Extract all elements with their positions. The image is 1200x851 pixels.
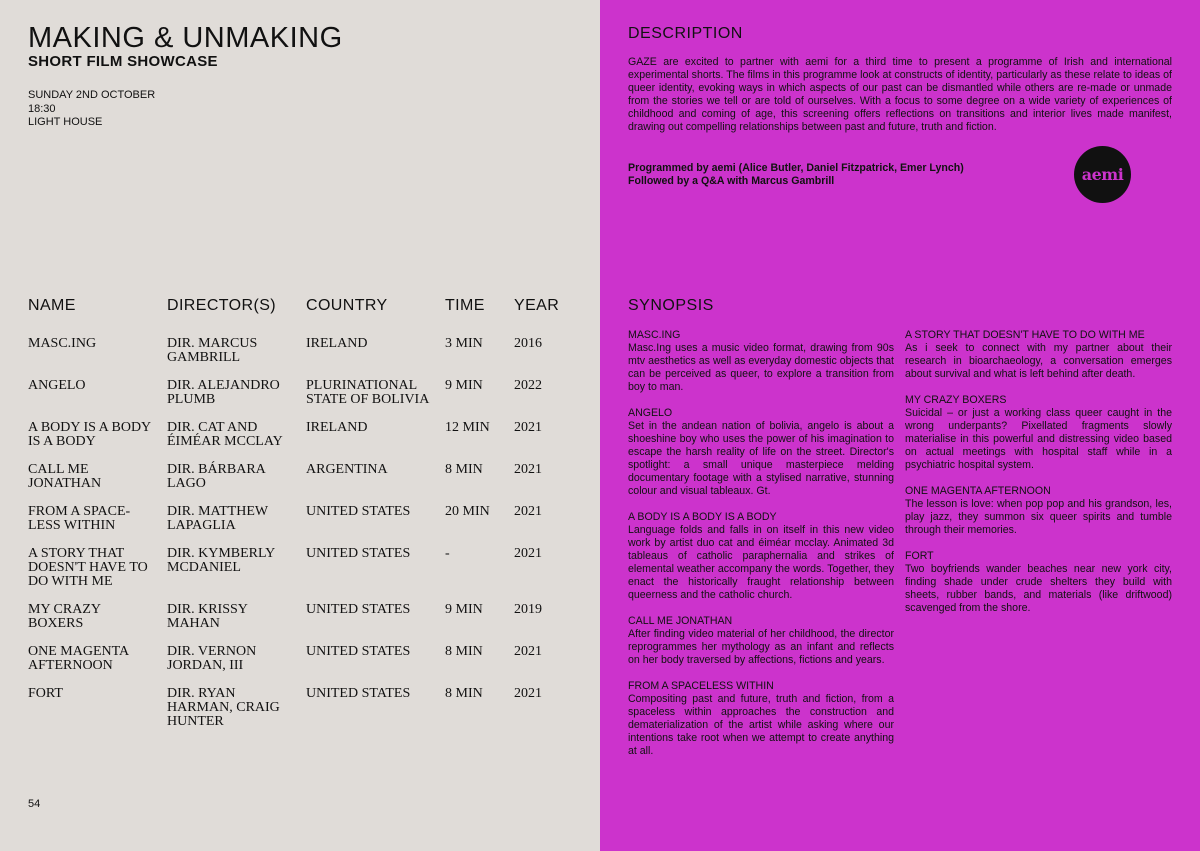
cell-director-line: HARMAN, CRAIG bbox=[167, 700, 280, 715]
cell-director-line: HUNTER bbox=[167, 714, 224, 729]
synopsis-entry bbox=[628, 615, 894, 667]
cell-country-line: UNITED STATES bbox=[306, 602, 411, 617]
cell-director bbox=[167, 337, 306, 379]
programmed-by: Programmed by aemi (Alice Butler, Daniel Fitzpatrick, Emer Lynch) bbox=[628, 162, 964, 174]
cell-name bbox=[28, 421, 167, 463]
synopsis-entry-title: MY CRAZY BOXERS bbox=[905, 394, 1007, 406]
cell-director bbox=[167, 603, 306, 645]
cell-time bbox=[445, 379, 514, 421]
cell-country bbox=[306, 505, 445, 547]
synopsis-entry bbox=[628, 680, 894, 758]
cell-director bbox=[167, 687, 306, 729]
cell-director-line: LAGO bbox=[167, 476, 206, 491]
cell-director-line: DIR. CAT AND bbox=[167, 420, 258, 435]
cell-time bbox=[445, 337, 514, 379]
film-table bbox=[28, 297, 588, 729]
cell-year-line: 2019 bbox=[514, 602, 542, 617]
cell-time bbox=[445, 463, 514, 505]
cell-director-line: ÉIMÉAR MCCLAY bbox=[167, 434, 283, 449]
cell-name-line: DO WITH ME bbox=[28, 574, 113, 589]
cell-year-line: 2022 bbox=[514, 378, 542, 393]
synopsis-entry-text: After finding video material of her childhood, the director reprogrammes her mythology as an infant and reflects on her body traversed by affections, fictions and years. bbox=[628, 628, 894, 666]
event-time: 18:30 bbox=[28, 102, 56, 115]
synopsis-entry-title: CALL ME JONATHAN bbox=[628, 615, 733, 627]
cell-name bbox=[28, 505, 167, 547]
cell-director-line: DIR. RYAN bbox=[167, 686, 236, 701]
cell-country-line: UNITED STATES bbox=[306, 546, 411, 561]
synopsis-entry bbox=[905, 485, 1172, 537]
cell-country-line: UNITED STATES bbox=[306, 644, 411, 659]
cell-year bbox=[514, 505, 584, 547]
description-heading: DESCRIPTION bbox=[628, 25, 743, 42]
synopsis-entry-title: FORT bbox=[905, 550, 934, 562]
synopsis-entry-text: Language folds and falls in on itself in this new video work by artist duo cat and éiméar mcclay. Animated 3d tableaus of catholic paraphernalia and strikes of elemental weather accompany the words. Together, they enact the historically fraught relationship between queerness and the catholic church. bbox=[628, 524, 894, 601]
cell-name-line: A STORY THAT bbox=[28, 546, 125, 561]
cell-name bbox=[28, 463, 167, 505]
cell-year bbox=[514, 463, 584, 505]
aemi-logo-text: aemi bbox=[1081, 165, 1124, 184]
cell-time-line: 9 MIN bbox=[445, 602, 483, 617]
cell-country-line: IRELAND bbox=[306, 420, 368, 435]
page-number: 54 bbox=[28, 798, 41, 810]
cell-country bbox=[306, 463, 445, 505]
cell-year-line: 2021 bbox=[514, 462, 542, 477]
synopsis-entry bbox=[905, 329, 1172, 381]
synopsis-entry-text: Suicidal – or just a working class queer caught in the wrong underpants? Pixellated fragments slowly materialise in this powerful and distressing video based on actual meetings with hospital staff while in a psychiatric hospital system. bbox=[905, 407, 1172, 471]
cell-year-line: 2021 bbox=[514, 686, 542, 701]
cell-time bbox=[445, 603, 514, 645]
cell-name-line: IS A BODY bbox=[28, 434, 96, 449]
cell-director bbox=[167, 379, 306, 421]
cell-time-line: 9 MIN bbox=[445, 378, 483, 393]
cell-time bbox=[445, 687, 514, 729]
table-row bbox=[28, 337, 588, 379]
cell-name-line: ONE MAGENTA bbox=[28, 644, 130, 659]
cell-time-line: 8 MIN bbox=[445, 644, 483, 659]
table-row bbox=[28, 603, 588, 645]
cell-year bbox=[514, 547, 584, 603]
cell-name-line: BOXERS bbox=[28, 616, 84, 631]
cell-country-line: UNITED STATES bbox=[306, 504, 411, 519]
cell-director-line: GAMBRILL bbox=[167, 350, 241, 365]
cell-name bbox=[28, 645, 167, 687]
cell-director-line: DIR. MATTHEW bbox=[167, 504, 269, 519]
cell-name-line: ANGELO bbox=[28, 378, 86, 393]
event-info bbox=[28, 89, 155, 130]
synopsis-entry-text: The lesson is love: when pop pop and his grandson, les, play jazz, they summon six queer spirits and tumble through their memories. bbox=[905, 498, 1172, 536]
cell-director-line: DIR. VERNON bbox=[167, 644, 257, 659]
cell-time bbox=[445, 505, 514, 547]
column-header-year: YEAR bbox=[514, 297, 560, 314]
cell-name bbox=[28, 547, 167, 603]
page-subtitle: SHORT FILM SHOWCASE bbox=[28, 53, 218, 70]
synopsis-entry-title: A STORY THAT DOESN'T HAVE TO DO WITH ME bbox=[905, 329, 1145, 341]
cell-time-line: - bbox=[445, 546, 450, 561]
synopsis-entry-title: ANGELO bbox=[628, 407, 673, 419]
synopsis-entry-text: Set in the andean nation of bolivia, angelo is about a shoeshine boy who uses the power of his imagination to escape the harsh reality of life on the street. Director's spotlight: a small unique masterpiece melding documentary footage with a stylised narrative, stunning colour and visual tableaux. Gt. bbox=[628, 420, 894, 497]
column-header-country: COUNTRY bbox=[306, 297, 388, 314]
table-row bbox=[28, 687, 588, 729]
synopsis-entry-text: As i seek to connect with my partner about their research in bioarchaeology, a conversation emerges about survival and what is left behind after death. bbox=[905, 342, 1172, 380]
cell-name-line: DOESN'T HAVE TO bbox=[28, 560, 148, 575]
aemi-logo bbox=[1074, 146, 1131, 203]
cell-name bbox=[28, 379, 167, 421]
cell-year bbox=[514, 421, 584, 463]
cell-name-line: MASC.ING bbox=[28, 336, 97, 351]
table-row bbox=[28, 547, 588, 603]
followed-by: Followed by a Q&A with Marcus Gambrill bbox=[628, 175, 835, 187]
table-row bbox=[28, 463, 588, 505]
cell-year-line: 2021 bbox=[514, 644, 542, 659]
cell-time-line: 3 MIN bbox=[445, 336, 483, 351]
cell-country-line: STATE OF BOLIVIA bbox=[306, 392, 430, 407]
cell-director-line: LAPAGLIA bbox=[167, 518, 236, 533]
cell-country-line: UNITED STATES bbox=[306, 686, 411, 701]
synopsis-column-2 bbox=[905, 329, 1172, 628]
synopsis-heading: SYNOPSIS bbox=[628, 297, 714, 314]
cell-name-line: MY CRAZY bbox=[28, 602, 101, 617]
cell-year-line: 2021 bbox=[514, 546, 542, 561]
cell-director-line: DIR. ALEJANDRO bbox=[167, 378, 280, 393]
cell-year bbox=[514, 687, 584, 729]
cell-year-line: 2021 bbox=[514, 420, 542, 435]
cell-name-line: FORT bbox=[28, 686, 63, 701]
cell-time bbox=[445, 645, 514, 687]
cell-director-line: JORDAN, III bbox=[167, 658, 244, 673]
cell-time bbox=[445, 421, 514, 463]
cell-director bbox=[167, 547, 306, 603]
cell-year bbox=[514, 379, 584, 421]
cell-time-line: 8 MIN bbox=[445, 686, 483, 701]
cell-country-line: PLURINATIONAL bbox=[306, 378, 418, 393]
cell-director bbox=[167, 463, 306, 505]
cell-name bbox=[28, 337, 167, 379]
synopsis-entry-title: FROM A SPACELESS WITHIN bbox=[628, 680, 774, 692]
cell-name-line: LESS WITHIN bbox=[28, 518, 116, 533]
cell-year-line: 2021 bbox=[514, 504, 542, 519]
cell-year-line: 2016 bbox=[514, 336, 542, 351]
cell-director-line: DIR. KRISSY bbox=[167, 602, 248, 617]
cell-name bbox=[28, 687, 167, 729]
cell-country bbox=[306, 379, 445, 421]
cell-director-line: DIR. BÁRBARA bbox=[167, 462, 266, 477]
cell-name-line: JONATHAN bbox=[28, 476, 102, 491]
cell-director bbox=[167, 421, 306, 463]
cell-director-line: PLUMB bbox=[167, 392, 216, 407]
synopsis-entry bbox=[628, 511, 894, 602]
synopsis-entry-text: Compositing past and future, truth and fiction, from a spaceless within approaches the construction and dematerialization of the artist while asking where our intentions take root when we attempt to create anything at all. bbox=[628, 693, 894, 757]
synopsis-entry bbox=[628, 407, 894, 498]
synopsis-entry bbox=[905, 394, 1172, 472]
synopsis-entry-title: ONE MAGENTA AFTERNOON bbox=[905, 485, 1051, 497]
credits bbox=[628, 162, 1048, 188]
cell-year bbox=[514, 603, 584, 645]
cell-name-line: A BODY IS A BODY bbox=[28, 420, 152, 435]
cell-country bbox=[306, 687, 445, 729]
synopsis-entry-title: MASC.ING bbox=[628, 329, 681, 341]
cell-time bbox=[445, 547, 514, 603]
event-venue: LIGHT HOUSE bbox=[28, 116, 103, 128]
cell-name-line: CALL ME bbox=[28, 462, 89, 477]
cell-country-line: ARGENTINA bbox=[306, 462, 388, 477]
cell-time-line: 20 MIN bbox=[445, 504, 490, 519]
cell-name-line: AFTERNOON bbox=[28, 658, 113, 673]
table-body bbox=[28, 337, 588, 729]
table-row bbox=[28, 505, 588, 547]
cell-time-line: 12 MIN bbox=[445, 420, 490, 435]
synopsis-entry-title: A BODY IS A BODY IS A BODY bbox=[628, 511, 777, 523]
synopsis-entry-text: Two boyfriends wander beaches near new york city, finding shade under crude shelters they build with sheets, rubber bands, and materials (like driftwood) scavenged from the shore. bbox=[905, 563, 1172, 614]
cell-country bbox=[306, 603, 445, 645]
cell-time-line: 8 MIN bbox=[445, 462, 483, 477]
cell-director-line: DIR. KYMBERLY bbox=[167, 546, 276, 561]
synopsis-entry bbox=[628, 329, 894, 394]
cell-country-line: IRELAND bbox=[306, 336, 368, 351]
table-row bbox=[28, 645, 588, 687]
synopsis-column-1 bbox=[628, 329, 894, 771]
event-date: SUNDAY 2ND OCTOBER bbox=[28, 89, 156, 101]
synopsis-entry bbox=[905, 550, 1172, 615]
cell-director bbox=[167, 645, 306, 687]
cell-year bbox=[514, 337, 584, 379]
table-row bbox=[28, 379, 588, 421]
cell-director-line: DIR. MARCUS bbox=[167, 336, 258, 351]
column-header-name: NAME bbox=[28, 297, 76, 314]
cell-country bbox=[306, 421, 445, 463]
synopsis-entry-text: Masc.Ing uses a music video format, drawing from 90s mtv aesthetics as well as everyday domestic objects that can be perceived as queer, to explore a transition from boy to man. bbox=[628, 342, 894, 393]
cell-director-line: MCDANIEL bbox=[167, 560, 241, 575]
cell-name-line: FROM A SPACE- bbox=[28, 504, 131, 519]
column-header-time: TIME bbox=[445, 297, 485, 314]
cell-country bbox=[306, 337, 445, 379]
page-title: MAKING & UNMAKING bbox=[28, 22, 343, 54]
column-header-directors: DIRECTOR(S) bbox=[167, 297, 276, 314]
table-row bbox=[28, 421, 588, 463]
cell-country bbox=[306, 547, 445, 603]
cell-year bbox=[514, 645, 584, 687]
cell-name bbox=[28, 603, 167, 645]
table-header bbox=[28, 297, 588, 337]
cell-country bbox=[306, 645, 445, 687]
cell-director-line: MAHAN bbox=[167, 616, 220, 631]
cell-director bbox=[167, 505, 306, 547]
description-text: GAZE are excited to partner with aemi for a third time to present a programme of Irish and international experimental shorts. The films in this programme look at constructs of identity, particularly as these relate to ideas of queer identity, evoking ways in which aspects of our past can be dismantled while others are re-made or unmade from the stories we tell or are told of ourselves. With a focus to some degree on a wide variety of experiences of childhood and coming of age, this screening offers reflections on transitions and interior lives made manifest, drawing out compelling relationships between past and future, truth and fiction. bbox=[628, 56, 1172, 133]
